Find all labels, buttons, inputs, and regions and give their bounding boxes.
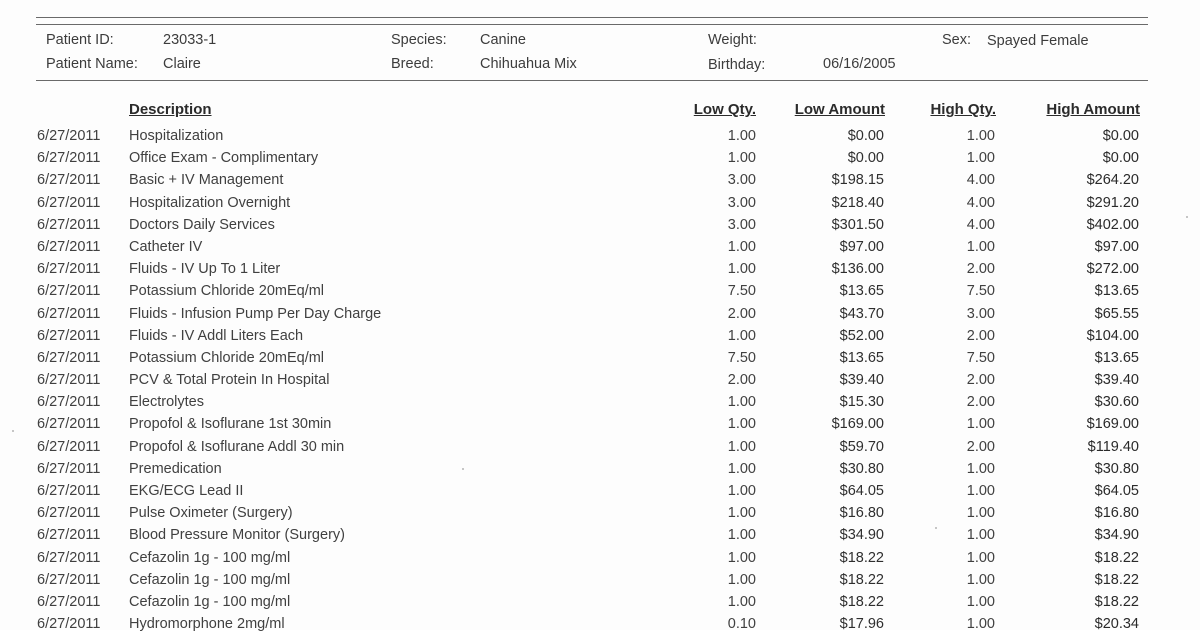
table-row (0, 459, 1200, 481)
table-row (0, 215, 1200, 237)
row-description: Propofol & Isoflurane Addl 30 min (129, 438, 345, 455)
row-low-amount: $43.70 (839, 305, 884, 322)
row-date: 6/27/2011 (37, 416, 101, 433)
row-high-amount: $169.00 (1086, 416, 1139, 433)
row-date: 6/27/2011 (37, 483, 101, 499)
col-description: Description (129, 101, 212, 118)
row-date: 6/27/2011 (37, 394, 101, 411)
row-description: Blood Pressure Monitor (Surgery) (129, 527, 345, 544)
table-row (0, 592, 1200, 614)
row-date: 6/27/2011 (37, 616, 101, 633)
row-high-amount: $97.00 (1094, 238, 1139, 255)
table-row (0, 392, 1200, 414)
breed-value: Chihuahua Mix (480, 56, 577, 72)
row-low-amount: $218.40 (831, 194, 884, 211)
row-date: 6/27/2011 (37, 150, 101, 167)
row-low-qty: 0.10 (727, 616, 756, 633)
row-high-amount: $0.00 (1102, 150, 1139, 167)
row-low-qty: 2.00 (727, 305, 756, 322)
row-low-amount: $17.96 (839, 616, 884, 633)
table-row (0, 503, 1200, 525)
row-low-amount: $198.15 (831, 172, 884, 189)
row-high-amount: $0.00 (1102, 128, 1139, 144)
row-low-amount: $64.05 (839, 483, 884, 499)
row-low-qty: 3.00 (727, 194, 756, 211)
row-date: 6/27/2011 (37, 460, 101, 477)
row-description: Potassium Chloride 20mEq/ml (129, 283, 325, 300)
table-row (0, 281, 1200, 303)
row-high-qty: 4.00 (966, 194, 995, 211)
row-high-qty: 1.00 (966, 150, 995, 167)
row-date: 6/27/2011 (37, 438, 101, 455)
row-high-qty: 4.00 (966, 216, 995, 233)
row-high-qty: 2.00 (966, 261, 995, 278)
row-high-qty: 1.00 (966, 616, 995, 633)
row-date: 6/27/2011 (37, 238, 101, 255)
row-description: PCV & Total Protein In Hospital (129, 372, 330, 389)
row-description: Premedication (129, 460, 222, 477)
table-row (0, 481, 1200, 503)
row-low-qty: 3.00 (727, 172, 756, 189)
row-high-amount: $264.20 (1086, 172, 1139, 189)
row-low-qty: 1.00 (727, 150, 756, 167)
row-description: Cefazolin 1g - 100 mg/ml (129, 549, 291, 566)
row-date: 6/27/2011 (37, 172, 101, 189)
row-date: 6/27/2011 (37, 283, 101, 300)
top-rule (36, 17, 1148, 18)
table-row (0, 259, 1200, 281)
row-low-qty: 1.00 (727, 483, 756, 499)
row-high-amount: $291.20 (1086, 194, 1139, 211)
row-date: 6/27/2011 (37, 261, 101, 278)
row-high-qty: 1.00 (966, 505, 995, 522)
row-high-amount: $13.65 (1094, 283, 1139, 300)
top-rule-secondary (36, 24, 1148, 25)
row-low-amount: $18.22 (839, 593, 884, 610)
row-description: Potassium Chloride 20mEq/ml (129, 349, 325, 366)
row-low-amount: $13.65 (839, 283, 884, 300)
row-date: 6/27/2011 (37, 593, 101, 610)
row-low-amount: $52.00 (839, 327, 884, 344)
table-row (0, 614, 1200, 636)
row-low-amount: $97.00 (839, 238, 884, 255)
row-low-amount: $39.40 (839, 372, 884, 389)
row-date: 6/27/2011 (37, 571, 101, 588)
breed-label: Breed: (391, 56, 434, 72)
col-low-qty: Low Qty. (693, 101, 756, 118)
row-high-qty: 2.00 (966, 327, 995, 344)
patient-name-value: Claire (163, 56, 201, 72)
row-high-amount: $64.05 (1094, 483, 1139, 499)
row-low-qty: 7.50 (727, 349, 756, 366)
row-high-qty: 1.00 (966, 571, 995, 588)
row-high-qty: 2.00 (966, 372, 995, 389)
table-row (0, 548, 1200, 570)
row-low-qty: 1.00 (727, 128, 756, 144)
row-high-qty: 1.00 (966, 593, 995, 610)
row-low-qty: 1.00 (727, 549, 756, 566)
row-low-amount: $136.00 (831, 261, 884, 278)
row-high-amount: $272.00 (1086, 261, 1139, 278)
row-high-qty: 2.00 (966, 394, 995, 411)
row-description: Hospitalization (129, 128, 224, 144)
table-row (0, 525, 1200, 547)
row-low-qty: 1.00 (727, 505, 756, 522)
row-description: Cefazolin 1g - 100 mg/ml (129, 593, 291, 610)
row-date: 6/27/2011 (37, 549, 101, 566)
patient-id-value: 23033-1 (163, 32, 217, 48)
birthday-label: Birthday: (708, 57, 766, 73)
row-low-qty: 1.00 (727, 527, 756, 544)
row-date: 6/27/2011 (37, 349, 101, 366)
table-row (0, 570, 1200, 592)
row-high-amount: $16.80 (1094, 505, 1139, 522)
row-date: 6/27/2011 (37, 505, 101, 522)
row-low-amount: $0.00 (847, 150, 884, 167)
row-high-qty: 7.50 (966, 349, 995, 366)
scan-speck (1186, 216, 1188, 218)
row-low-qty: 3.00 (727, 216, 756, 233)
row-description: Pulse Oximeter (Surgery) (129, 505, 293, 522)
row-date: 6/27/2011 (37, 327, 101, 344)
row-high-qty: 4.00 (966, 172, 995, 189)
scan-speck (12, 430, 14, 432)
row-high-amount: $18.22 (1094, 593, 1139, 610)
table-row (0, 193, 1200, 215)
row-high-amount: $402.00 (1086, 216, 1139, 233)
col-high-qty: High Qty. (930, 101, 996, 118)
birthday-value: 06/16/2005 (823, 56, 896, 72)
table-row (0, 370, 1200, 392)
scan-speck (935, 527, 937, 529)
row-low-amount: $15.30 (839, 394, 884, 411)
row-low-qty: 1.00 (727, 438, 756, 455)
row-high-amount: $65.55 (1094, 305, 1139, 322)
species-value: Canine (480, 32, 526, 48)
row-description: Cefazolin 1g - 100 mg/ml (129, 571, 291, 588)
row-high-amount: $104.00 (1086, 327, 1139, 344)
row-low-amount: $301.50 (831, 216, 884, 233)
row-low-qty: 1.00 (727, 238, 756, 255)
table-row (0, 348, 1200, 370)
row-low-amount: $30.80 (839, 460, 884, 477)
row-low-amount: $0.00 (847, 128, 884, 144)
row-low-amount: $169.00 (831, 416, 884, 433)
row-high-amount: $119.40 (1087, 438, 1139, 455)
row-description: Fluids - IV Up To 1 Liter (129, 261, 281, 278)
sex-label: Sex: (942, 32, 972, 48)
table-row (0, 326, 1200, 348)
row-high-amount: $18.22 (1094, 571, 1139, 588)
header-divider (36, 80, 1148, 81)
row-description: EKG/ECG Lead II (129, 483, 244, 499)
table-row (0, 304, 1200, 326)
sex-value: Spayed Female (987, 33, 1089, 49)
row-date: 6/27/2011 (37, 216, 101, 233)
row-date: 6/27/2011 (37, 372, 101, 389)
row-high-qty: 7.50 (966, 283, 995, 300)
row-low-qty: 1.00 (727, 416, 756, 433)
row-low-qty: 1.00 (727, 394, 756, 411)
row-description: Hydromorphone 2mg/ml (129, 616, 285, 633)
row-low-amount: $16.80 (839, 505, 884, 522)
row-description: Fluids - IV Addl Liters Each (129, 327, 304, 344)
row-high-qty: 1.00 (966, 549, 995, 566)
row-description: Doctors Daily Services (129, 216, 275, 233)
row-high-amount: $20.34 (1094, 616, 1139, 633)
row-high-amount: $39.40 (1094, 372, 1139, 389)
row-high-qty: 3.00 (966, 305, 995, 322)
row-low-amount: $18.22 (839, 549, 884, 566)
table-row (0, 148, 1200, 170)
row-high-qty: 1.00 (966, 416, 995, 433)
row-low-qty: 1.00 (727, 261, 756, 278)
row-date: 6/27/2011 (37, 194, 101, 211)
table-row (0, 126, 1200, 148)
scan-speck (462, 468, 464, 470)
patient-name-label: Patient Name: (46, 56, 138, 72)
row-high-amount: $30.80 (1094, 460, 1139, 477)
row-description: Office Exam - Complimentary (129, 150, 319, 167)
row-low-qty: 1.00 (727, 327, 756, 344)
row-date: 6/27/2011 (37, 305, 101, 322)
row-low-qty: 1.00 (727, 460, 756, 477)
row-low-amount: $18.22 (839, 571, 884, 588)
table-row (0, 437, 1200, 459)
weight-label: Weight: (708, 32, 757, 48)
row-high-qty: 1.00 (966, 460, 995, 477)
row-date: 6/27/2011 (37, 128, 101, 144)
row-low-amount: $13.65 (839, 349, 884, 366)
line-items (0, 126, 1200, 636)
row-high-qty: 2.00 (966, 438, 995, 455)
row-description: Fluids - Infusion Pump Per Day Charge (129, 305, 382, 322)
row-low-qty: 1.00 (727, 593, 756, 610)
row-high-amount: $34.90 (1094, 527, 1139, 544)
table-row (0, 414, 1200, 436)
row-high-qty: 1.00 (966, 128, 995, 144)
row-high-amount: $13.65 (1094, 349, 1139, 366)
row-low-amount: $59.70 (839, 438, 884, 455)
row-high-amount: $30.60 (1094, 394, 1139, 411)
row-high-qty: 1.00 (966, 238, 995, 255)
row-description: Propofol & Isoflurane 1st 30min (129, 416, 332, 433)
row-low-amount: $34.90 (839, 527, 884, 544)
species-label: Species: (391, 32, 447, 48)
table-row (0, 170, 1200, 192)
col-high-amount: High Amount (1046, 101, 1140, 118)
table-row (0, 237, 1200, 259)
row-date: 6/27/2011 (37, 527, 101, 544)
row-high-qty: 1.00 (966, 527, 995, 544)
row-high-qty: 1.00 (966, 483, 995, 499)
row-description: Basic + IV Management (129, 172, 284, 189)
row-high-amount: $18.22 (1094, 549, 1139, 566)
row-low-qty: 7.50 (727, 283, 756, 300)
row-description: Catheter IV (129, 238, 203, 255)
row-description: Electrolytes (129, 394, 204, 411)
col-low-amount: Low Amount (794, 101, 885, 118)
row-low-qty: 2.00 (727, 372, 756, 389)
row-low-qty: 1.00 (727, 571, 756, 588)
row-description: Hospitalization Overnight (129, 194, 291, 211)
patient-id-label: Patient ID: (46, 32, 114, 48)
